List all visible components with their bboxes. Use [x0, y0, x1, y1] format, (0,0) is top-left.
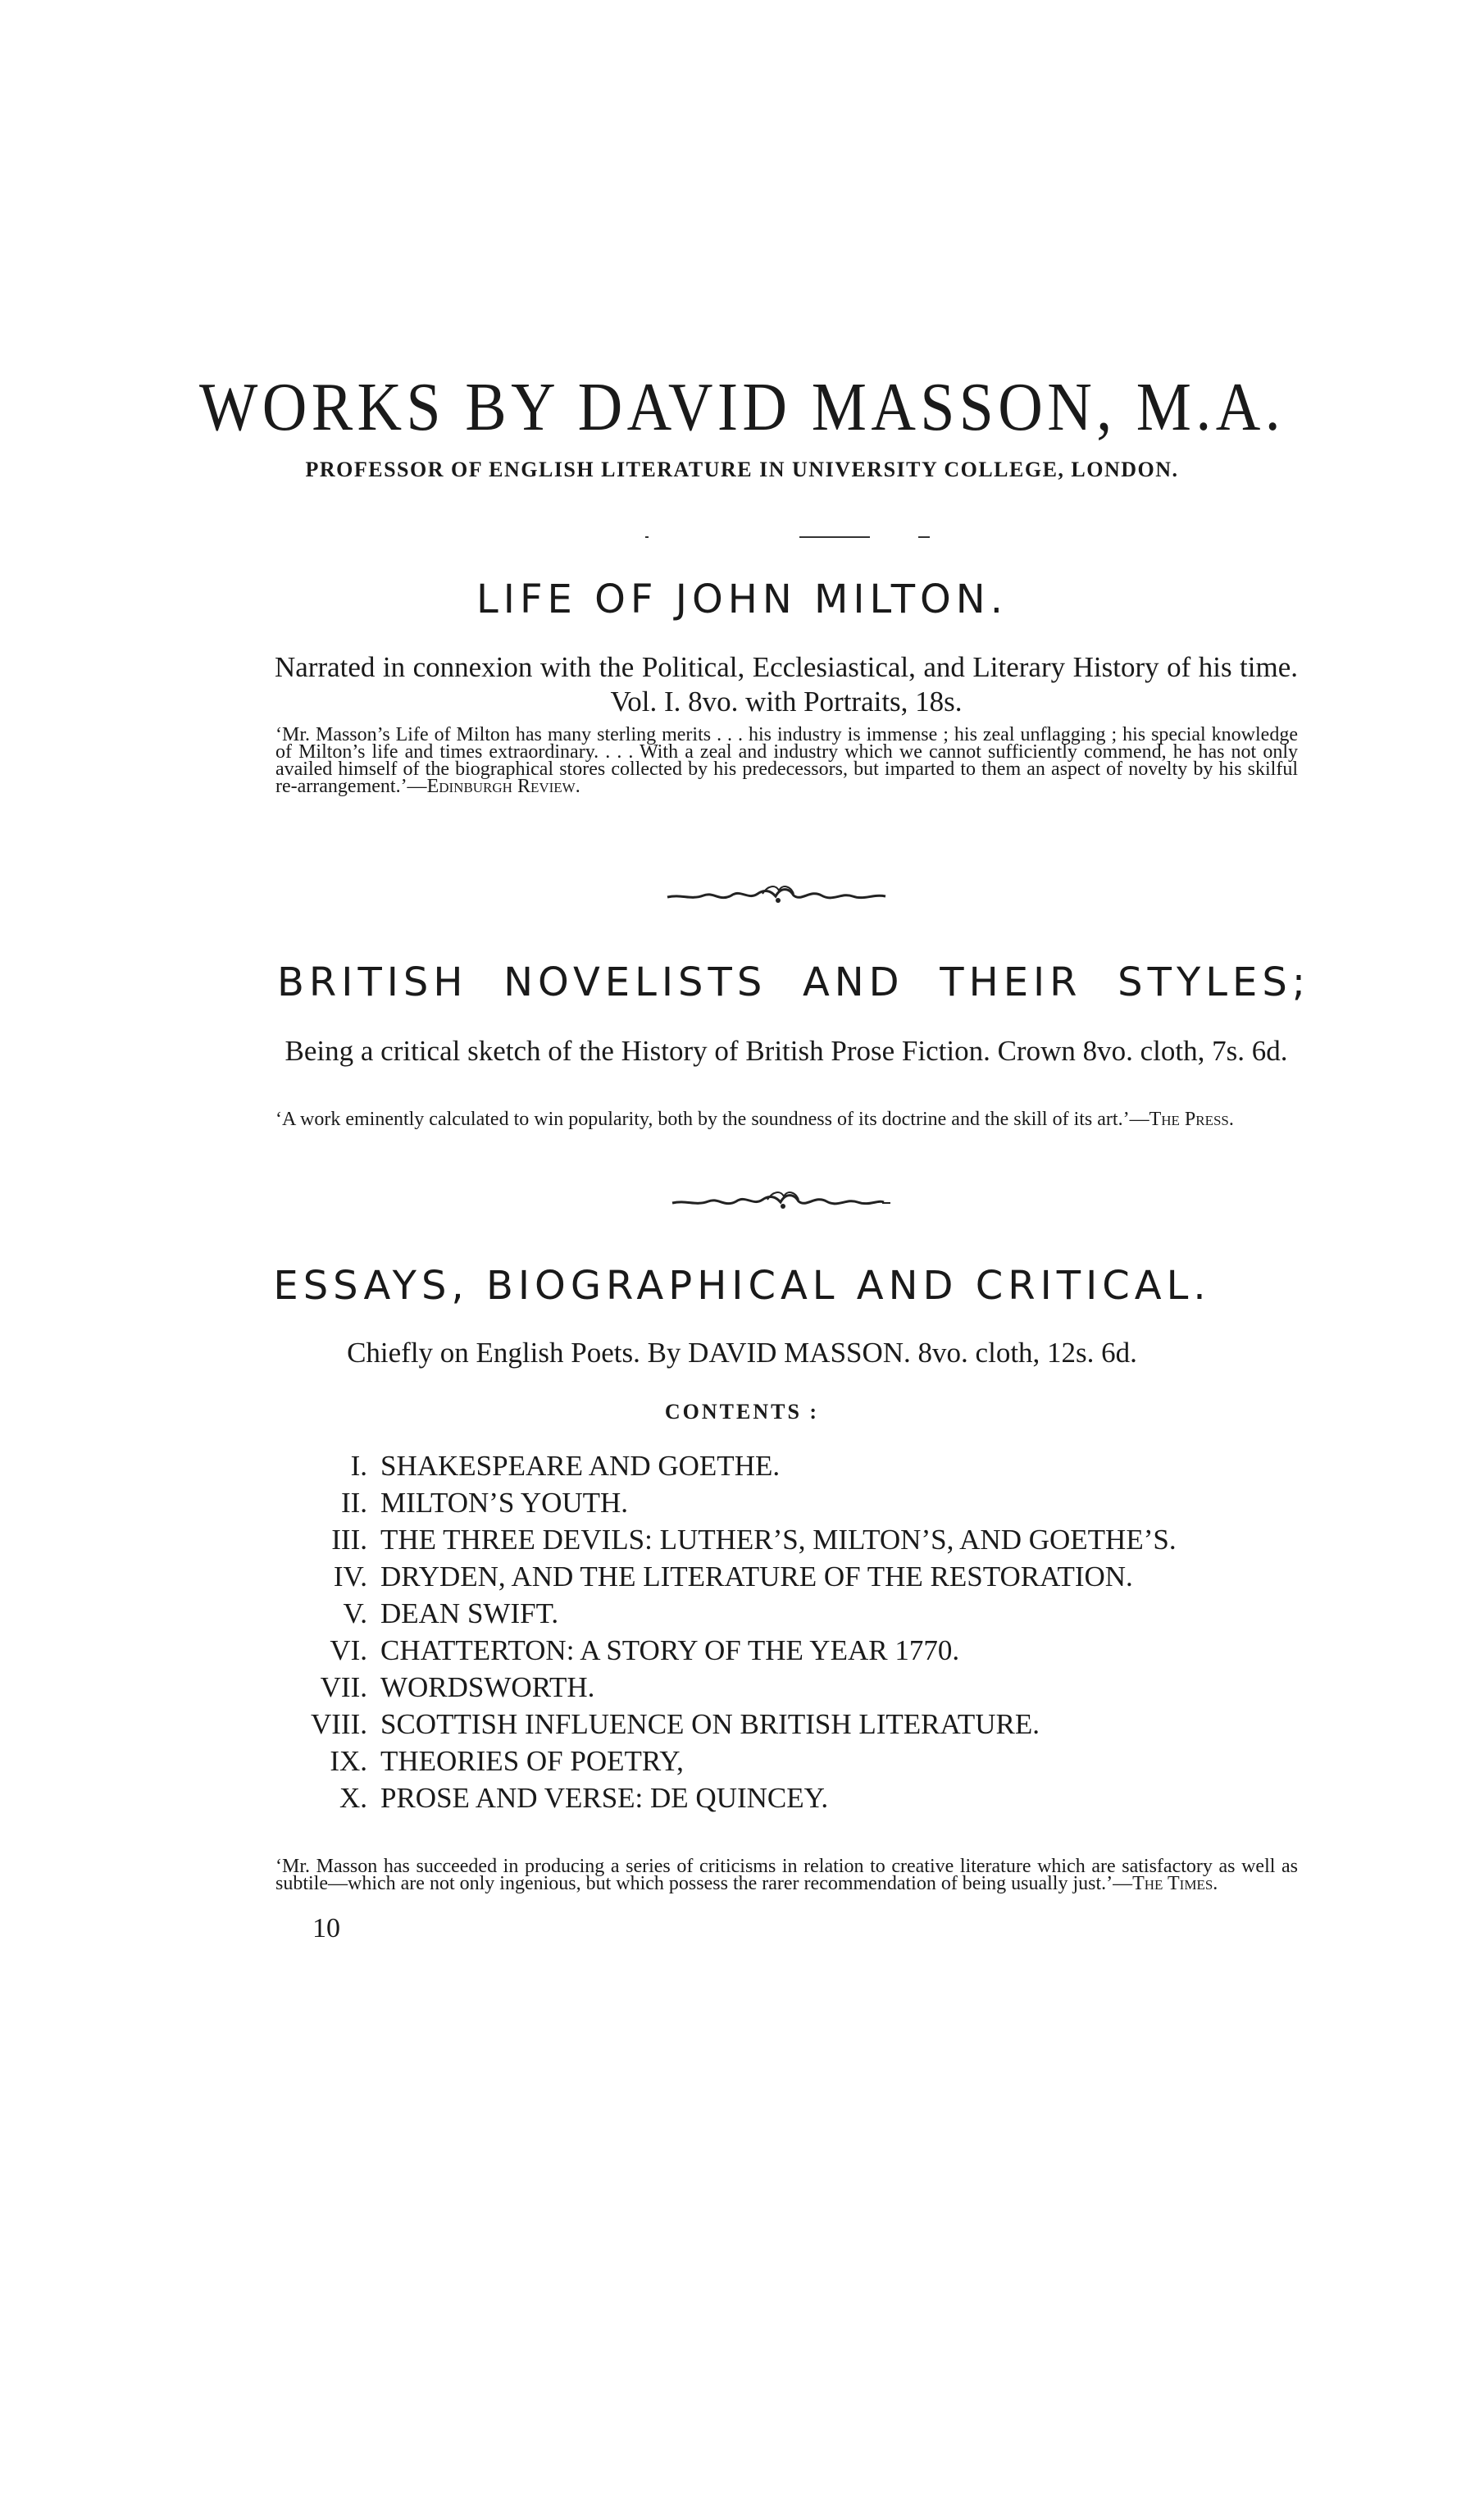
- milton-description: Narrated in connexion with the Political, Ecclesiastical, and Literary History of his time. Vol. I. 8vo. with Portraits, 18s.: [275, 651, 1298, 718]
- novelists-heading: [277, 959, 1310, 1005]
- contents-item-number: VI.: [330, 1634, 367, 1666]
- novelists-heading-word: BRITISH: [277, 959, 468, 1005]
- contents-item-title: WORDSWORTH.: [380, 1671, 595, 1703]
- contents-item-number: II.: [340, 1487, 367, 1519]
- essays-review-text: ‘Mr. Masson has succeeded in producing a series of criticisms in relation to creative literature which are satisfactory as well as subtile—which are not only ingenious, but which possess the rarer recommendation of being usually just.’—: [275, 1856, 1298, 1894]
- contents-list: [295, 1447, 1361, 1816]
- contents-item-title: SCOTTISH INFLUENCE ON BRITISH LITERATURE.: [380, 1708, 1040, 1740]
- contents-item-number: VII.: [320, 1671, 367, 1703]
- contents-item-title: PROSE AND VERSE: DE QUINCEY.: [380, 1782, 829, 1814]
- ornament-divider-2: [671, 1190, 892, 1214]
- essays-heading: ESSAYS, BIOGRAPHICAL AND CRITICAL.: [273, 1263, 1211, 1309]
- milton-review: [275, 724, 1298, 797]
- contents-item-title: THEORIES OF POETRY,: [380, 1745, 684, 1777]
- milton-review-source: Edinburgh Review.: [426, 776, 580, 797]
- contents-item-number: X.: [339, 1782, 367, 1814]
- novelists-heading-word: THEIR: [940, 959, 1082, 1005]
- novelists-review: [275, 1111, 1298, 1128]
- contents-item: [295, 1743, 1361, 1779]
- milton-heading: LIFE OF JOHN MILTON.: [476, 576, 1008, 622]
- contents-item: [295, 1484, 1361, 1521]
- novelists-heading-word: AND: [802, 959, 904, 1005]
- contents-item-number: III.: [331, 1524, 367, 1556]
- contents-item-number: VIII.: [311, 1708, 367, 1740]
- essays-review-source: The Times.: [1132, 1873, 1218, 1894]
- contents-item-title: DEAN SWIFT.: [380, 1597, 559, 1629]
- novelists-heading-word: STYLES;: [1118, 959, 1310, 1005]
- page-number: 10: [312, 1913, 340, 1943]
- contents-item: [295, 1669, 1361, 1706]
- contents-item: [295, 1558, 1361, 1595]
- contents-item-number: V.: [343, 1597, 367, 1629]
- novelists-description: Being a critical sketch of the History of British Prose Fiction. Crown 8vo. cloth, 7s. 6d.: [285, 1035, 1288, 1067]
- contents-item: [295, 1706, 1361, 1743]
- contents-item-title: SHAKESPEARE AND GOETHE.: [380, 1450, 781, 1482]
- contents-item-title: THE THREE DEVILS: LUTHER’S, MILTON’S, AND GOETHE’S.: [380, 1524, 1177, 1556]
- essays-description: Chiefly on English Poets. By DAVID MASSON. 8vo. cloth, 12s. 6d.: [347, 1337, 1137, 1369]
- contents-item: [295, 1779, 1361, 1816]
- header-divider: [0, 536, 1484, 544]
- contents-item-number: IX.: [330, 1745, 367, 1777]
- contents-item: [295, 1595, 1361, 1632]
- contents-item: [295, 1521, 1361, 1558]
- contents-item-title: MILTON’S YOUTH.: [380, 1487, 629, 1519]
- novelists-review-source: The Press.: [1149, 1109, 1234, 1130]
- page-title: WORKS BY DAVID MASSON, M.A.: [198, 369, 1286, 445]
- essays-review: [275, 1858, 1298, 1893]
- ornament-divider-1: [666, 884, 887, 909]
- contents-label: CONTENTS :: [664, 1400, 820, 1424]
- contents-item-number: I.: [350, 1450, 367, 1482]
- novelists-heading-word: NOVELISTS: [503, 959, 767, 1005]
- author-subtitle: PROFESSOR OF ENGLISH LITERATURE IN UNIVERSITY COLLEGE, LONDON.: [305, 458, 1179, 481]
- milton-review-text: ‘Mr. Masson’s Life of Milton has many sterling merits . . . his industry is immense ; his zeal unflagging ; his special knowledge of Milton’s life and times extraordinary. . . . With a zeal and industry which we cannot sufficiently commend, he has not only availed himself of the biographical stores collected by his predecessors, but imparted to them an aspect of novelty by his skilful re-arrangement.’—: [275, 724, 1298, 797]
- contents-item: [295, 1632, 1361, 1669]
- contents-item: [295, 1447, 1361, 1484]
- contents-item-title: CHATTERTON: A STORY OF THE YEAR 1770.: [380, 1634, 960, 1666]
- contents-item-number: IV.: [333, 1561, 367, 1592]
- contents-item-title: DRYDEN, AND THE LITERATURE OF THE RESTORATION.: [380, 1561, 1133, 1592]
- novelists-review-text: ‘A work eminently calculated to win popularity, both by the soundness of its doctrine and the skill of its art.’—: [275, 1109, 1149, 1130]
